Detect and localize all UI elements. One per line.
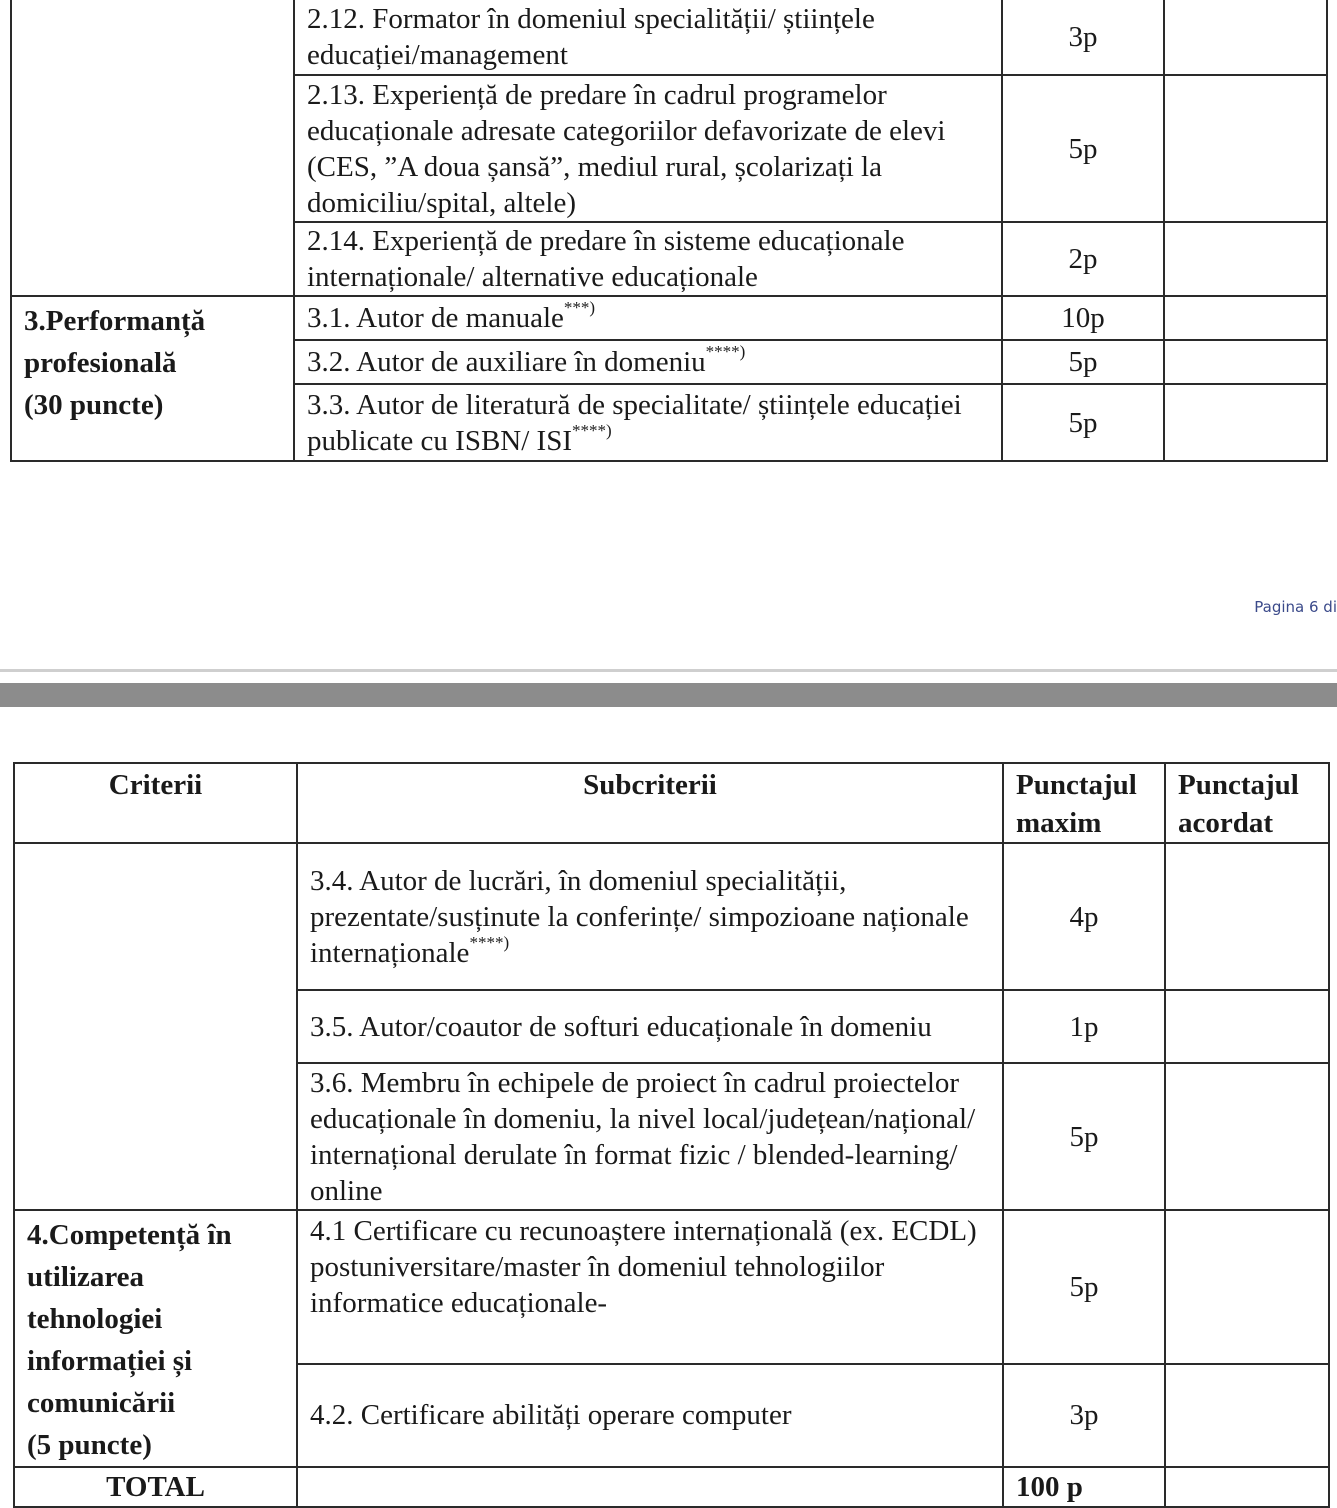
awarded-points-cell xyxy=(1164,340,1327,384)
awarded-points-cell xyxy=(1164,75,1327,222)
table-row xyxy=(11,0,1327,75)
awarded-points-cell xyxy=(1164,222,1327,296)
criterion-points: (5 puncte) xyxy=(27,1429,152,1461)
max-points-cell: 2p xyxy=(1002,222,1164,296)
header-line: Punctajul xyxy=(1016,769,1137,801)
awarded-points-cell xyxy=(1165,843,1329,990)
criterion-2-cell xyxy=(11,0,294,296)
subcriterion-cell xyxy=(297,843,1003,990)
max-points-cell: 3p xyxy=(1002,0,1164,75)
header-punctaj-acordat xyxy=(1165,763,1329,843)
subcriterion-cell: 2.14. Experiență de predare în sisteme educaționale internaționale/ alternative educaționale xyxy=(294,222,1002,296)
footnote-mark: ****) xyxy=(705,342,746,361)
subcriterion-cell: 3.6. Membru în echipele de proiect în cadrul proiectelor educaționale în domeniu, la nivel local/județean/național/ internațional derulate în format fizic / blended-learning/ online xyxy=(297,1063,1003,1210)
criterion-title: utilizarea xyxy=(27,1261,145,1293)
footnote-mark: ****) xyxy=(571,420,612,440)
table-row xyxy=(14,1210,1329,1364)
subcriterion-cell: 2.13. Experiență de predare în cadrul programelor educaționale adresate categoriilor defavorizate de elevi (CES, ”A doua șansă”, mediul rural, școlarizați la domiciliu/spital, altele) xyxy=(294,75,1002,222)
subcriterion-cell: 4.2. Certificare abilități operare computer xyxy=(297,1364,1003,1467)
subcriterion-cell: 2.12. Formator în domeniul specialității/ științele educației/management xyxy=(294,0,1002,75)
criterion-title: 3.Performanță xyxy=(24,305,206,337)
total-label: TOTAL xyxy=(14,1467,297,1507)
page-separator-bar xyxy=(0,683,1337,707)
subcriterion-label: 3.2. Autor de auxiliare în domeniu xyxy=(307,346,706,378)
criteria-table-page-7 xyxy=(13,762,1330,1508)
criterion-3-cell xyxy=(11,296,294,461)
header-line: acordat xyxy=(1178,807,1274,839)
page-number-label: Pagina 6 di xyxy=(1254,598,1337,616)
awarded-points-cell xyxy=(1165,1210,1329,1364)
subcriterion-cell xyxy=(294,340,1002,384)
footnote-mark: ****) xyxy=(469,932,510,952)
criterion-title: 4.Competență în xyxy=(27,1219,232,1251)
awarded-points-cell xyxy=(1165,990,1329,1063)
subcriterion-cell xyxy=(294,296,1002,340)
total-awarded-cell xyxy=(1165,1467,1329,1507)
total-row xyxy=(14,1467,1329,1507)
awarded-points-cell xyxy=(1164,0,1327,75)
footnote-mark: ***) xyxy=(563,298,596,317)
total-points: 100 p xyxy=(1003,1467,1165,1507)
max-points-cell: 5p xyxy=(1003,1063,1165,1210)
max-points-cell: 5p xyxy=(1003,1210,1165,1364)
criterion-title: tehnologiei xyxy=(27,1303,163,1335)
header-line: maxim xyxy=(1016,807,1102,839)
criterion-title: profesională xyxy=(24,347,177,379)
criterion-title: informației și xyxy=(27,1345,193,1377)
criterion-4-cell xyxy=(14,1210,297,1467)
subcriterion-label: 3.4. Autor de lucrări, în domeniul specialității, prezentate/susținute la conferințe/ simpozioane naționale internaționale xyxy=(310,864,969,969)
table-header-row xyxy=(14,763,1329,843)
awarded-points-cell xyxy=(1164,296,1327,340)
criterion-3-cell-continued xyxy=(14,843,297,1210)
max-points-cell: 1p xyxy=(1003,990,1165,1063)
awarded-points-cell xyxy=(1165,1364,1329,1467)
max-points-cell: 4p xyxy=(1003,843,1165,990)
subcriterion-label: 3.3. Autor de literatură de specialitate/ științele educației publicate cu ISBN/ ISI xyxy=(307,388,962,457)
max-points-cell: 5p xyxy=(1002,75,1164,222)
awarded-points-cell xyxy=(1165,1063,1329,1210)
table-row xyxy=(11,296,1327,340)
subcriterion-label: 3.1. Autor de manuale xyxy=(307,302,564,334)
max-points-cell: 3p xyxy=(1003,1364,1165,1467)
subcriterion-cell xyxy=(294,384,1002,461)
header-line: Punctajul xyxy=(1178,769,1299,801)
criteria-table-page-6 xyxy=(10,0,1328,462)
awarded-points-cell xyxy=(1164,384,1327,461)
max-points-cell: 5p xyxy=(1002,340,1164,384)
header-criterii: Criterii xyxy=(14,763,297,843)
page-separator-line xyxy=(0,669,1337,672)
subcriterion-cell: 3.5. Autor/coautor de softuri educaționale în domeniu xyxy=(297,990,1003,1063)
total-subcriterion-cell xyxy=(297,1467,1003,1507)
header-punctaj-maxim xyxy=(1003,763,1165,843)
criterion-points: (30 puncte) xyxy=(24,389,164,421)
max-points-cell: 5p xyxy=(1002,384,1164,461)
criterion-title: comunicării xyxy=(27,1387,176,1419)
header-subcriterii: Subcriterii xyxy=(297,763,1003,843)
table-row xyxy=(14,843,1329,990)
max-points-cell: 10p xyxy=(1002,296,1164,340)
subcriterion-cell: 4.1 Certificare cu recunoaștere internațională (ex. ECDL) postuniversitare/master în domeniul tehnologiilor informatice educaționale- xyxy=(297,1210,1003,1364)
